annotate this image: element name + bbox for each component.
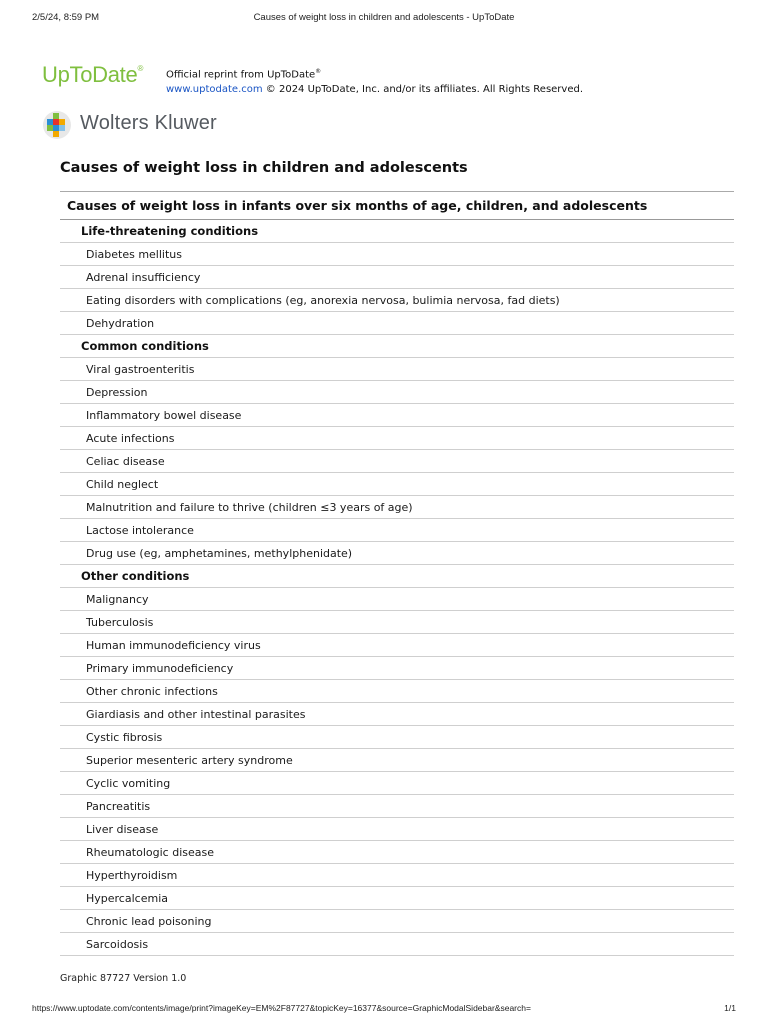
uptodate-logo: [42, 62, 143, 88]
condition-cell: Other chronic infections: [60, 680, 734, 703]
condition-cell: Liver disease: [60, 818, 734, 841]
table-row: [60, 864, 734, 887]
condition-cell: Diabetes mellitus: [60, 243, 734, 266]
condition-cell: Malnutrition and failure to thrive (children ≤3 years of age): [60, 496, 734, 519]
condition-cell: Human immunodeficiency virus: [60, 634, 734, 657]
table-row: [60, 910, 734, 933]
uptodate-site-link[interactable]: www.uptodate.com: [166, 84, 263, 96]
brand-header: [42, 60, 682, 140]
table-row: [60, 841, 734, 864]
table-row: [60, 611, 734, 634]
wolters-kluwer-mark-icon: [42, 110, 72, 140]
print-page-title: Causes of weight loss in children and adolescents - UpToDate: [253, 12, 515, 23]
table-row: [60, 680, 734, 703]
copyright-text: © 2024 UpToDate, Inc. and/or its affiliates. All Rights Reserved.: [262, 84, 584, 96]
print-footer: [32, 1003, 736, 1015]
condition-cell: Tuberculosis: [60, 611, 734, 634]
condition-cell: Cystic fibrosis: [60, 726, 734, 749]
print-url: https://www.uptodate.com/contents/image/print?imageKey=EM%2F87727&topicKey=16377&source=GraphicModalSidebar&search=: [32, 1003, 531, 1013]
condition-cell: Hyperthyroidism: [60, 864, 734, 887]
table-row: [60, 657, 734, 680]
condition-cell: Child neglect: [60, 473, 734, 496]
print-header: [32, 12, 736, 26]
table-row: [60, 749, 734, 772]
section-heading: Common conditions: [60, 335, 734, 358]
graphic-version: Graphic 87727 Version 1.0: [60, 973, 187, 984]
table-row: [60, 887, 734, 910]
condition-cell: Adrenal insufficiency: [60, 266, 734, 289]
causes-table: [60, 191, 734, 956]
section-heading: Other conditions: [60, 565, 734, 588]
wolters-kluwer-logo: [42, 108, 242, 138]
condition-cell: Malignancy: [60, 588, 734, 611]
condition-cell: Acute infections: [60, 427, 734, 450]
table-row: [60, 289, 734, 312]
table-row: [60, 588, 734, 611]
condition-cell: Rheumatologic disease: [60, 841, 734, 864]
table-row: [60, 243, 734, 266]
reprint-registered-mark: ®: [315, 68, 322, 75]
table-body: [60, 220, 734, 956]
table-row: [60, 312, 734, 335]
condition-cell: Viral gastroenteritis: [60, 358, 734, 381]
reprint-text: Official reprint from UpToDate: [166, 69, 316, 81]
page-title: Causes of weight loss in children and adolescents: [60, 160, 468, 176]
section-heading-row: [60, 565, 734, 588]
condition-cell: Eating disorders with complications (eg, anorexia nervosa, bulimia nervosa, fad diets): [60, 289, 734, 312]
table-row: [60, 772, 734, 795]
table-row: [60, 542, 734, 565]
section-heading-row: [60, 335, 734, 358]
condition-cell: Sarcoidosis: [60, 933, 734, 956]
table-row: [60, 634, 734, 657]
condition-cell: Drug use (eg, amphetamines, methylphenidate): [60, 542, 734, 565]
causes-table-container: [60, 191, 734, 956]
uptodate-logo-text: UpToDate: [42, 62, 138, 87]
table-header: Causes of weight loss in infants over six months of age, children, and adolescents: [60, 192, 734, 220]
print-datetime: 2/5/24, 8:59 PM: [32, 12, 100, 23]
table-row: [60, 358, 734, 381]
uptodate-registered-mark: ®: [137, 64, 144, 73]
table-row: [60, 266, 734, 289]
condition-cell: Depression: [60, 381, 734, 404]
table-row: [60, 818, 734, 841]
condition-cell: Giardiasis and other intestinal parasites: [60, 703, 734, 726]
table-row: [60, 496, 734, 519]
condition-cell: Hypercalcemia: [60, 887, 734, 910]
page-count: 1/1: [724, 1003, 736, 1013]
condition-cell: Dehydration: [60, 312, 734, 335]
condition-cell: Superior mesenteric artery syndrome: [60, 749, 734, 772]
condition-cell: Cyclic vomiting: [60, 772, 734, 795]
condition-cell: Primary immunodeficiency: [60, 657, 734, 680]
section-heading-row: [60, 220, 734, 243]
table-row: [60, 473, 734, 496]
condition-cell: Celiac disease: [60, 450, 734, 473]
reprint-notice: [166, 64, 583, 97]
table-row: [60, 519, 734, 542]
table-row: [60, 795, 734, 818]
condition-cell: Lactose intolerance: [60, 519, 734, 542]
table-row: [60, 404, 734, 427]
table-header-row: [60, 192, 734, 220]
table-row: [60, 381, 734, 404]
table-row: [60, 726, 734, 749]
section-heading: Life-threatening conditions: [60, 220, 734, 243]
table-row: [60, 450, 734, 473]
wolters-kluwer-text: Wolters Kluwer: [80, 112, 217, 134]
condition-cell: Inflammatory bowel disease: [60, 404, 734, 427]
condition-cell: Pancreatitis: [60, 795, 734, 818]
table-row: [60, 933, 734, 956]
table-row: [60, 427, 734, 450]
table-row: [60, 703, 734, 726]
condition-cell: Chronic lead poisoning: [60, 910, 734, 933]
